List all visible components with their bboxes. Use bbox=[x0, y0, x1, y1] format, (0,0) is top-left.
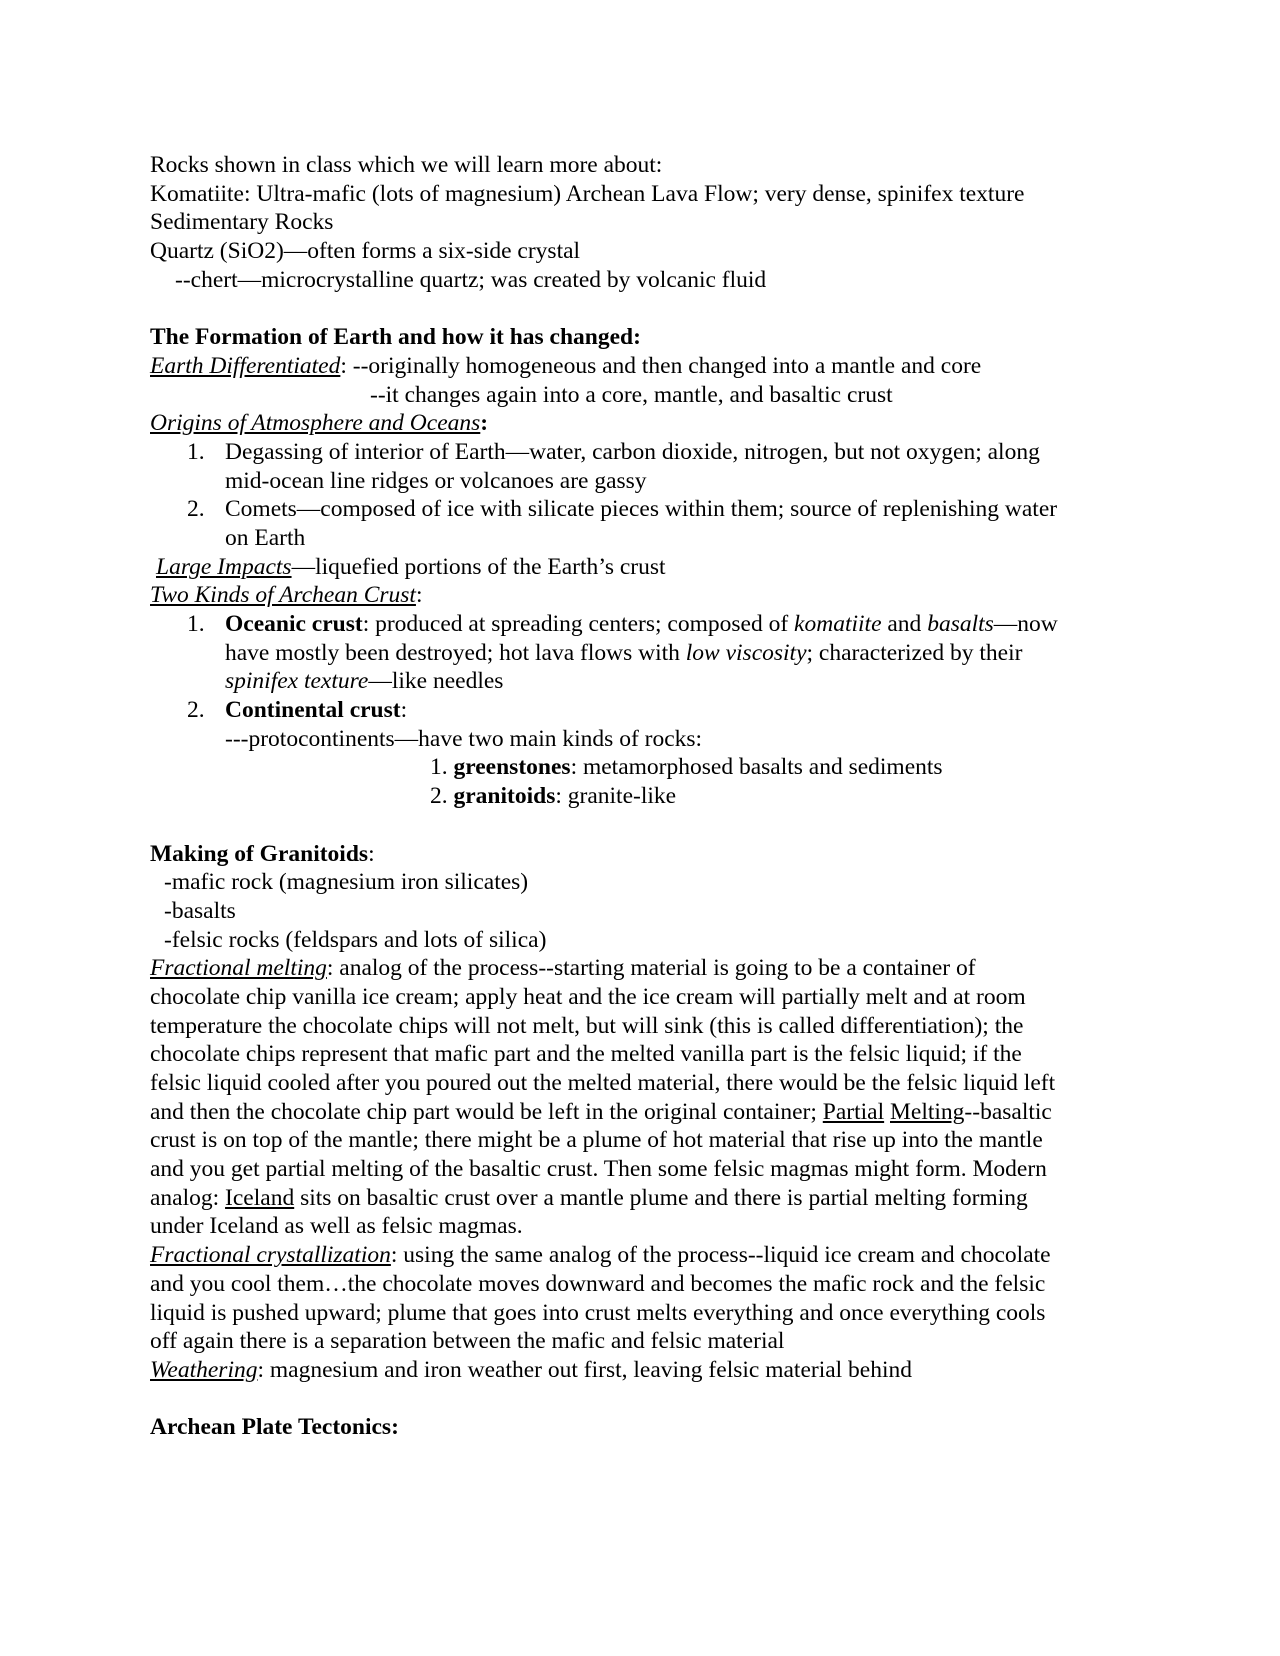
weathering-line bbox=[150, 1356, 1150, 1385]
term-earth-differentiated: Earth Differentiated bbox=[150, 352, 341, 379]
text: —liquefied portions of the Earth’s crust bbox=[291, 553, 666, 580]
list-item bbox=[150, 495, 1150, 552]
fractional-melting-line bbox=[150, 954, 1150, 983]
text: have mostly been destroyed; hot lava flows with bbox=[225, 639, 686, 666]
intro-line: Quartz (SiO2)—often forms a six-side crystal bbox=[150, 238, 581, 265]
text: : --originally homogeneous and then changed into a mantle and core bbox=[340, 352, 982, 379]
paragraph-line: felsic liquid cooled after you poured out the melted material, there would be the felsic liquid left bbox=[150, 1070, 1056, 1096]
term-archean-crust: Two Kinds of Archean Crust bbox=[150, 582, 416, 609]
list-number: 2. bbox=[430, 783, 454, 810]
paragraph-line: under Iceland as well as felsic magmas. bbox=[150, 1213, 523, 1240]
document-page bbox=[150, 151, 1150, 1442]
term-basalts: basalts bbox=[927, 611, 994, 637]
intro-line: Rocks shown in class which we will learn more about: bbox=[150, 152, 663, 178]
paragraph-line bbox=[150, 1184, 1150, 1213]
colon: : bbox=[415, 582, 423, 609]
spacer bbox=[150, 1385, 1150, 1414]
term-continental-crust: Continental crust bbox=[225, 697, 401, 724]
list-text: on Earth bbox=[225, 524, 306, 551]
granitoid-item: -felsic rocks (feldspars and lots of silica) bbox=[164, 926, 547, 953]
section-heading-granitoids bbox=[150, 840, 1150, 869]
origins-line bbox=[150, 409, 1150, 438]
term-low-viscosity: low viscosity bbox=[685, 639, 807, 666]
rock-kind-item bbox=[150, 782, 1150, 811]
list-number: 2. bbox=[187, 496, 205, 523]
granitoid-item: -basalts bbox=[164, 897, 236, 924]
fractional-crystallization-line bbox=[150, 1241, 1150, 1270]
list-text bbox=[225, 696, 1150, 725]
term-fractional-crystallization: Fractional crystallization bbox=[150, 1242, 391, 1269]
list-text bbox=[225, 639, 1150, 668]
term-granitoids: granitoids bbox=[453, 783, 556, 810]
heading-text: Making of Granitoids bbox=[150, 840, 369, 867]
text: : metamorphosed basalts and sediments bbox=[570, 754, 943, 781]
term-iceland: Iceland bbox=[225, 1184, 295, 1211]
intro-line: --chert—microcrystalline quartz; was created by volcanic fluid bbox=[175, 266, 767, 293]
large-impacts-line bbox=[150, 553, 1150, 582]
archean-crust-line bbox=[150, 581, 1150, 610]
text: : using the same analog of the process--liquid ice cream and chocolate bbox=[390, 1242, 1051, 1269]
list-number: 2. bbox=[187, 697, 205, 724]
text: : produced at spreading centers; composed of bbox=[362, 611, 795, 637]
text: : granite-like bbox=[555, 783, 677, 810]
term-komatiite: komatiite bbox=[794, 611, 882, 637]
term-large-impacts: Large Impacts bbox=[156, 553, 292, 580]
colon: : bbox=[480, 410, 489, 437]
term-origins: Origins of Atmosphere and Oceans bbox=[150, 410, 481, 437]
section-heading-tectonics: Archean Plate Tectonics: bbox=[150, 1414, 399, 1441]
list-text: Degassing of interior of Earth—water, carbon dioxide, nitrogen, but not oxygen; along bbox=[225, 438, 1040, 465]
list-item-continental bbox=[150, 696, 1150, 753]
rock-kind-item bbox=[150, 753, 1150, 782]
intro-line: Komatiite: Ultra-mafic (lots of magnesium) Archean Lava Flow; very dense, spinifex texture bbox=[150, 180, 1025, 207]
term-partial: Partial bbox=[822, 1098, 885, 1125]
paragraph-line: liquid is pushed upward; plume that goes into crust melts everything and once everything cools bbox=[150, 1299, 1046, 1326]
spacer bbox=[150, 294, 1150, 323]
text: and bbox=[881, 611, 928, 637]
text: : analog of the process--starting material is going to be a container of bbox=[326, 955, 976, 982]
list-item-oceanic bbox=[150, 610, 1150, 696]
term-oceanic-crust: Oceanic crust bbox=[225, 611, 363, 637]
text: —like needles bbox=[368, 668, 504, 695]
colon: : bbox=[400, 697, 408, 724]
text: sits on basaltic crust over a mantle plume and there is partial melting forming bbox=[294, 1184, 1028, 1211]
spacer bbox=[150, 811, 1150, 840]
intro-line: Sedimentary Rocks bbox=[150, 209, 334, 236]
term-melting: Melting bbox=[890, 1098, 965, 1125]
paragraph-line: chocolate chip vanilla ice cream; apply heat and the ice cream will partially melt and at room bbox=[150, 983, 1026, 1010]
paragraph-line bbox=[150, 1098, 1150, 1127]
text: --basaltic bbox=[964, 1098, 1052, 1125]
term-fractional-melting: Fractional melting bbox=[150, 955, 327, 982]
granitoid-item: -mafic rock (magnesium iron silicates) bbox=[164, 869, 529, 896]
list-text: mid-ocean line ridges or volcanoes are gassy bbox=[225, 467, 647, 494]
term-weathering: Weathering bbox=[150, 1356, 258, 1383]
section-heading-formation: The Formation of Earth and how it has changed: bbox=[150, 324, 641, 351]
text: : magnesium and iron weather out first, leaving felsic material behind bbox=[257, 1356, 913, 1383]
term-spinifex: spinifex texture bbox=[225, 668, 369, 695]
paragraph-line: off again there is a separation between the mafic and felsic material bbox=[150, 1328, 785, 1355]
paragraph-line: and you get partial melting of the basaltic crust. Then some felsic magmas might form. Modern bbox=[150, 1156, 1047, 1183]
list-item bbox=[150, 438, 1150, 495]
paragraph-line: and you cool them…the chocolate moves downward and becomes the mafic rock and the felsic bbox=[150, 1270, 1046, 1297]
paragraph-line: crust is on top of the mantle; there might be a plume of hot material that rise up into the mantle bbox=[150, 1127, 1043, 1154]
list-number: 1. bbox=[430, 754, 454, 781]
earth-differentiated-line-2: --it changes again into a core, mantle, and basaltic crust bbox=[370, 381, 893, 408]
list-text bbox=[225, 610, 1150, 639]
earth-differentiated-line bbox=[150, 352, 1150, 381]
list-number: 1. bbox=[187, 438, 205, 465]
term-greenstones: greenstones bbox=[453, 754, 571, 781]
text: ; characterized by their bbox=[806, 639, 1023, 666]
text: —now bbox=[993, 611, 1058, 637]
colon: : bbox=[368, 840, 375, 867]
list-number: 1. bbox=[187, 611, 205, 637]
list-text bbox=[225, 667, 1150, 696]
paragraph-line: chocolate chips represent that mafic part and the melted vanilla part is the felsic liquid; if the bbox=[150, 1041, 1022, 1068]
list-text: ---protocontinents—have two main kinds of rocks: bbox=[225, 725, 703, 752]
text: analog: bbox=[150, 1184, 226, 1211]
paragraph-line: temperature the chocolate chips will not melt, but will sink (this is called differentiation); the bbox=[150, 1012, 1024, 1039]
list-text: Comets—composed of ice with silicate pieces within them; source of replenishing water bbox=[225, 496, 1058, 523]
text: and then the chocolate chip part would be left in the original container; bbox=[150, 1098, 823, 1125]
